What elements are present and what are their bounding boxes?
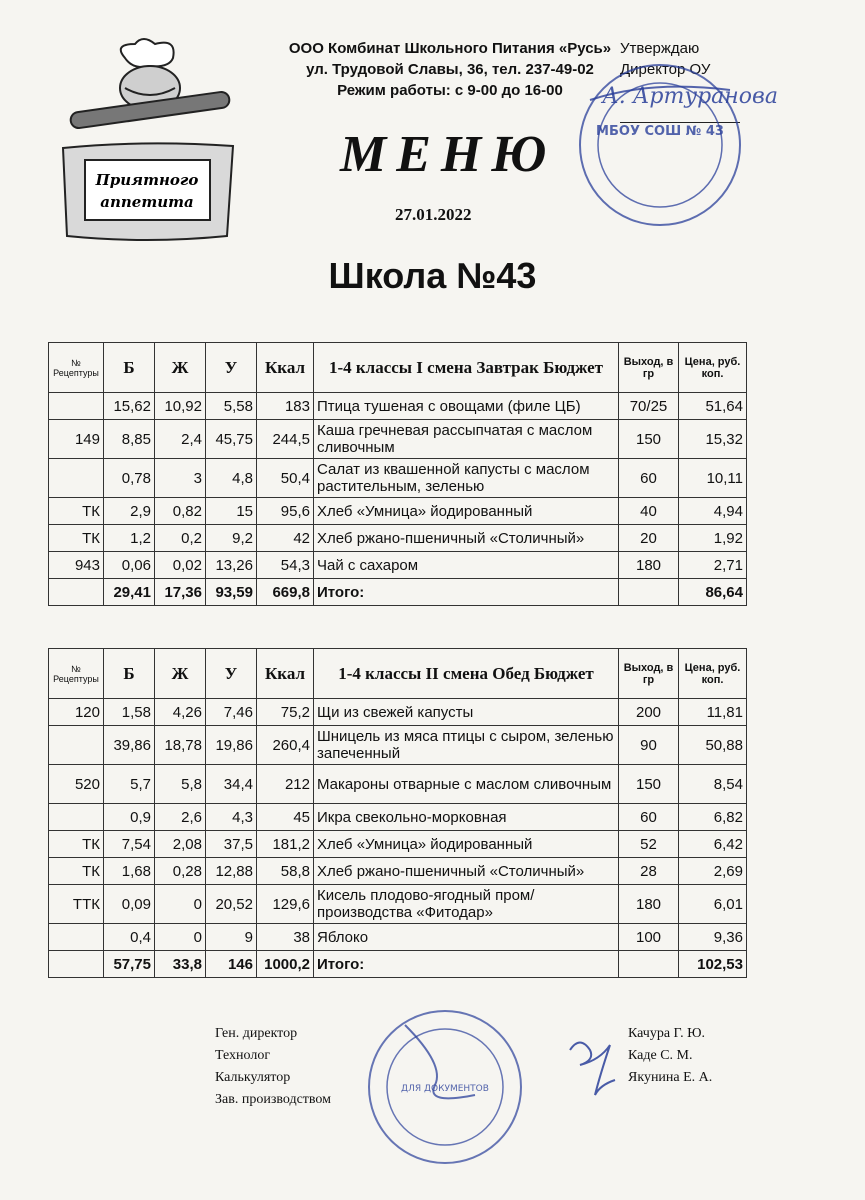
table-row: [49, 699, 747, 726]
cell-recipe: ТК: [49, 525, 104, 552]
cell-u: 34,4: [206, 765, 257, 804]
total-b: 57,75: [104, 951, 155, 978]
cell-price: 1,92: [679, 525, 747, 552]
cell-price: 6,82: [679, 804, 747, 831]
header-price: Цена, руб. коп.: [679, 649, 747, 699]
cell-yield: 180: [619, 885, 679, 924]
cell-zh: 3: [155, 459, 206, 498]
cell-kcal: 54,3: [257, 552, 314, 579]
company-stamp-icon: [365, 995, 525, 1180]
header-b: Б: [104, 649, 155, 699]
cell-yield: 100: [619, 924, 679, 951]
cell-dish-name: Икра свекольно-морковная: [314, 804, 619, 831]
table-row: [49, 552, 747, 579]
menu-date: 27.01.2022: [395, 205, 472, 224]
role-technologist: Технолог: [215, 1048, 271, 1063]
cell-dish-name: Хлеб «Умница» йодированный: [314, 831, 619, 858]
cell-kcal: 183: [257, 393, 314, 420]
cell-dish-name: Хлеб «Умница» йодированный: [314, 498, 619, 525]
cell-u: 4,8: [206, 459, 257, 498]
header-yield: Выход, в гр: [619, 649, 679, 699]
cell-zh: 10,92: [155, 393, 206, 420]
cell-recipe: [49, 804, 104, 831]
header-recipe: № Рецептуры: [49, 649, 104, 699]
total-price: 86,64: [679, 579, 747, 606]
cell-yield: 90: [619, 726, 679, 765]
cell-zh: 18,78: [155, 726, 206, 765]
total-yield: [619, 579, 679, 606]
cell-recipe: 520: [49, 765, 104, 804]
cell-price: 10,11: [679, 459, 747, 498]
menu-title: МЕНЮ: [340, 126, 557, 183]
cell-price: 11,81: [679, 699, 747, 726]
cell-yield: 40: [619, 498, 679, 525]
stamp-top-text: МБОУ СОШ № 43: [596, 124, 724, 139]
role-calculator: Калькулятор: [215, 1070, 291, 1085]
cell-kcal: 260,4: [257, 726, 314, 765]
cell-b: 5,7: [104, 765, 155, 804]
cell-yield: 70/25: [619, 393, 679, 420]
logo-text-line1: Приятного: [95, 171, 199, 189]
total-zh: 17,36: [155, 579, 206, 606]
cell-zh: 2,6: [155, 804, 206, 831]
header-yield: Выход, в гр: [619, 343, 679, 393]
total-kcal: 1000,2: [257, 951, 314, 978]
total-yield: [619, 951, 679, 978]
header-kcal: Ккал: [257, 649, 314, 699]
school-name: Школа №43: [328, 255, 537, 296]
cell-zh: 0,28: [155, 858, 206, 885]
cell-yield: 60: [619, 804, 679, 831]
signature-scribble-icon: [565, 1030, 625, 1105]
cell-zh: 2,08: [155, 831, 206, 858]
table-row: [49, 393, 747, 420]
signature-names: [628, 1023, 712, 1089]
header-zh: Ж: [155, 649, 206, 699]
cell-recipe: [49, 459, 104, 498]
cell-recipe: ТК: [49, 498, 104, 525]
cell-b: 8,85: [104, 420, 155, 459]
name-technologist: Каде С. М.: [628, 1048, 693, 1063]
approve-role: Директор ОУ: [620, 61, 711, 78]
logo-text-line2: аппетита: [100, 193, 194, 211]
cell-u: 20,52: [206, 885, 257, 924]
cell-price: 51,64: [679, 393, 747, 420]
cell-dish-name: Кисель плодово-ягодный пром/производства «Фитодар»: [314, 885, 619, 924]
cell-kcal: 129,6: [257, 885, 314, 924]
cell-u: 45,75: [206, 420, 257, 459]
stamp-bottom-text: ДЛЯ ДОКУМЕНТОВ: [401, 1084, 489, 1094]
cell-dish-name: Щи из свежей капусты: [314, 699, 619, 726]
cell-kcal: 50,4: [257, 459, 314, 498]
total-price: 102,53: [679, 951, 747, 978]
cell-u: 37,5: [206, 831, 257, 858]
cell-yield: 150: [619, 765, 679, 804]
header-recipe: № Рецептуры: [49, 343, 104, 393]
cell-b: 1,68: [104, 858, 155, 885]
cell-yield: 20: [619, 525, 679, 552]
total-zh: 33,8: [155, 951, 206, 978]
cell-u: 12,88: [206, 858, 257, 885]
cell-yield: 52: [619, 831, 679, 858]
cell-zh: 2,4: [155, 420, 206, 459]
cell-dish-name: Птица тушеная с овощами (филе ЦБ): [314, 393, 619, 420]
cell-price: 15,32: [679, 420, 747, 459]
cell-b: 0,06: [104, 552, 155, 579]
cell-recipe: ТТК: [49, 885, 104, 924]
cell-kcal: 244,5: [257, 420, 314, 459]
cell-kcal: 95,6: [257, 498, 314, 525]
cell-yield: 150: [619, 420, 679, 459]
chef-logo-icon: [55, 40, 235, 240]
table-row: [49, 765, 747, 804]
cell-recipe: [49, 726, 104, 765]
total-recipe: [49, 951, 104, 978]
cell-b: 39,86: [104, 726, 155, 765]
name-director: Качура Г. Ю.: [628, 1026, 705, 1041]
cell-recipe: 120: [49, 699, 104, 726]
header-meal: 1-4 классы II смена Обед Бюджет: [314, 649, 619, 699]
cell-b: 7,54: [104, 831, 155, 858]
breakfast-table: [48, 342, 747, 606]
total-u: 93,59: [206, 579, 257, 606]
cell-dish-name: Макароны отварные с маслом сливочным: [314, 765, 619, 804]
cell-u: 9,2: [206, 525, 257, 552]
company-address: ул. Трудовой Славы, 36, тел. 237-49-02: [306, 61, 594, 78]
cell-dish-name: Хлеб ржано-пшеничный «Столичный»: [314, 858, 619, 885]
cell-u: 19,86: [206, 726, 257, 765]
cell-price: 50,88: [679, 726, 747, 765]
cell-recipe: 149: [49, 420, 104, 459]
cell-price: 4,94: [679, 498, 747, 525]
cell-b: 1,58: [104, 699, 155, 726]
cell-zh: 0,02: [155, 552, 206, 579]
cell-u: 15: [206, 498, 257, 525]
cell-yield: 180: [619, 552, 679, 579]
cell-kcal: 38: [257, 924, 314, 951]
table-total-row: [49, 951, 747, 978]
cell-zh: 0,2: [155, 525, 206, 552]
cell-price: 6,42: [679, 831, 747, 858]
header-u: У: [206, 343, 257, 393]
cell-price: 2,71: [679, 552, 747, 579]
school-stamp-icon: [570, 55, 778, 235]
table-row: [49, 885, 747, 924]
table-row: [49, 924, 747, 951]
table-row: [49, 459, 747, 498]
cell-recipe: ТК: [49, 858, 104, 885]
cell-dish-name: Шницель из мяса птицы с сыром, зеленью запеченный: [314, 726, 619, 765]
cell-price: 8,54: [679, 765, 747, 804]
header-price: Цена, руб. коп.: [679, 343, 747, 393]
cell-u: 7,46: [206, 699, 257, 726]
cell-b: 15,62: [104, 393, 155, 420]
table-header-row: [49, 649, 747, 699]
cell-dish-name: Яблоко: [314, 924, 619, 951]
cell-u: 4,3: [206, 804, 257, 831]
cell-b: 1,2: [104, 525, 155, 552]
cell-price: 6,01: [679, 885, 747, 924]
cell-b: 0,78: [104, 459, 155, 498]
table-row: [49, 831, 747, 858]
header-b: Б: [104, 343, 155, 393]
cell-kcal: 42: [257, 525, 314, 552]
table-row: [49, 804, 747, 831]
lunch-table: [48, 648, 747, 978]
cell-b: 0,4: [104, 924, 155, 951]
cell-price: 9,36: [679, 924, 747, 951]
cell-recipe: 943: [49, 552, 104, 579]
total-u: 146: [206, 951, 257, 978]
cell-recipe: ТК: [49, 831, 104, 858]
cell-dish-name: Каша гречневая рассыпчатая с маслом сливочным: [314, 420, 619, 459]
cell-zh: 4,26: [155, 699, 206, 726]
table-total-row: [49, 579, 747, 606]
total-recipe: [49, 579, 104, 606]
cell-yield: 28: [619, 858, 679, 885]
role-production-head: Зав. производством: [215, 1092, 332, 1107]
cell-kcal: 45: [257, 804, 314, 831]
name-calculator: Якунина Е. А.: [628, 1070, 713, 1085]
cell-yield: 200: [619, 699, 679, 726]
total-kcal: 669,8: [257, 579, 314, 606]
total-b: 29,41: [104, 579, 155, 606]
cell-dish-name: Салат из квашенной капусты с маслом растительным, зеленью: [314, 459, 619, 498]
table-row: [49, 498, 747, 525]
cell-zh: 0,82: [155, 498, 206, 525]
cell-b: 2,9: [104, 498, 155, 525]
cell-kcal: 181,2: [257, 831, 314, 858]
table-row: [49, 726, 747, 765]
cell-zh: 5,8: [155, 765, 206, 804]
approve-title: Утверждаю: [620, 40, 700, 57]
cell-zh: 0: [155, 924, 206, 951]
cell-u: 9: [206, 924, 257, 951]
header-meal: 1-4 классы I смена Завтрак Бюджет: [314, 343, 619, 393]
cell-u: 5,58: [206, 393, 257, 420]
cell-recipe: [49, 393, 104, 420]
cell-kcal: 75,2: [257, 699, 314, 726]
approval-signature: А. Артуранова: [602, 84, 778, 109]
company-hours: Режим работы: с 9-00 до 16-00: [337, 82, 563, 99]
cell-dish-name: Чай с сахаром: [314, 552, 619, 579]
total-label: Итого:: [314, 951, 619, 978]
signature-roles: [215, 1023, 331, 1111]
role-director: Ген. директор: [215, 1026, 298, 1041]
table-header-row: [49, 343, 747, 393]
total-label: Итого:: [314, 579, 619, 606]
cell-zh: 0: [155, 885, 206, 924]
header-zh: Ж: [155, 343, 206, 393]
cell-b: 0,9: [104, 804, 155, 831]
cell-u: 13,26: [206, 552, 257, 579]
header-u: У: [206, 649, 257, 699]
table-row: [49, 525, 747, 552]
header-kcal: Ккал: [257, 343, 314, 393]
cell-b: 0,09: [104, 885, 155, 924]
cell-dish-name: Хлеб ржано-пшеничный «Столичный»: [314, 525, 619, 552]
cell-yield: 60: [619, 459, 679, 498]
cell-recipe: [49, 924, 104, 951]
table-row: [49, 858, 747, 885]
cell-kcal: 58,8: [257, 858, 314, 885]
cell-price: 2,69: [679, 858, 747, 885]
table-row: [49, 420, 747, 459]
company-name: ООО Комбинат Школьного Питания «Русь»: [288, 40, 612, 57]
cell-kcal: 212: [257, 765, 314, 804]
